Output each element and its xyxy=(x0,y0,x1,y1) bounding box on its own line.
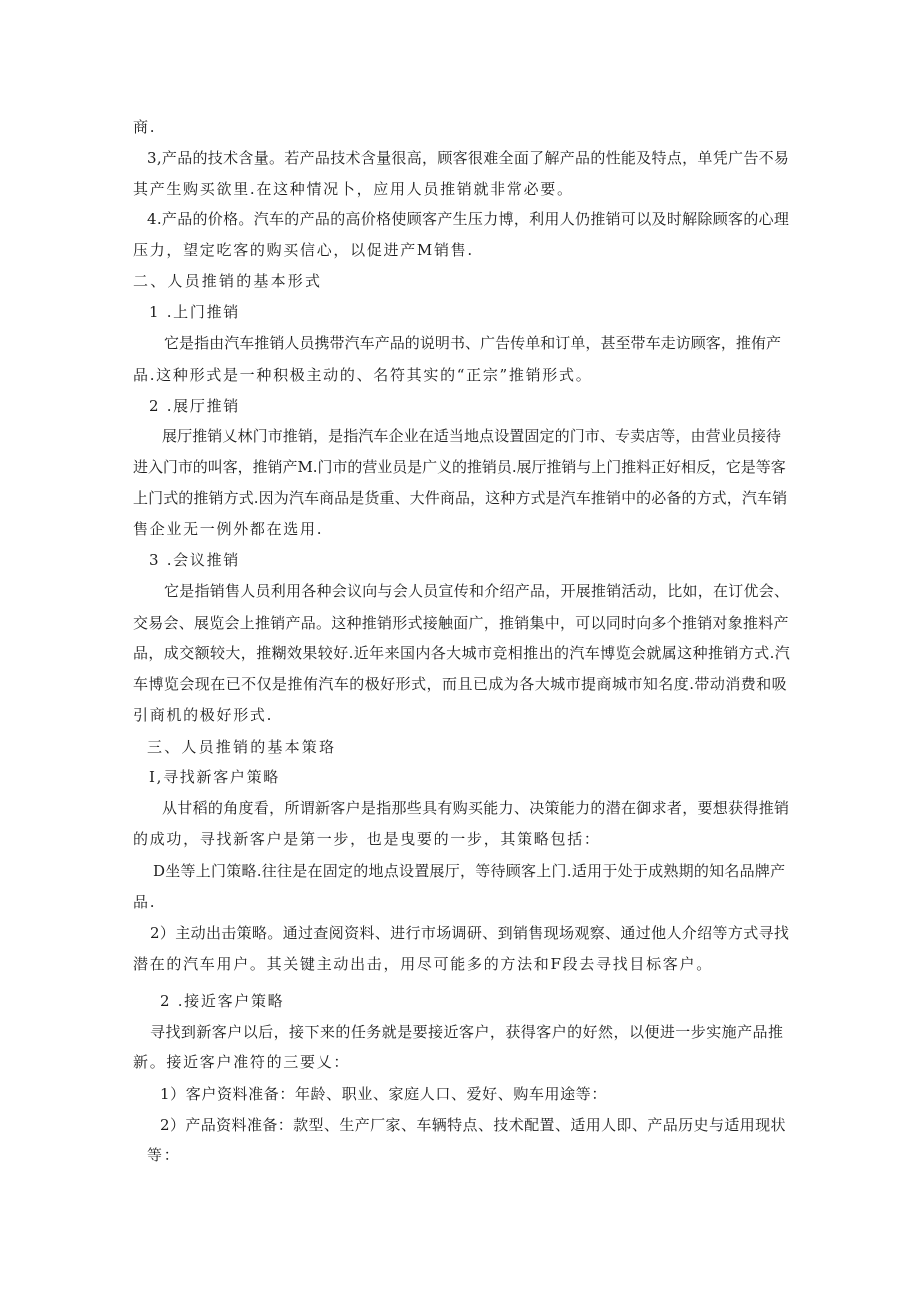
text-line: 2）主动出击策略。通过查阅资料、进行市场调研、到销售现场观察、通过他人介绍等方式寻找 xyxy=(150,924,790,942)
text-line: 品. xyxy=(133,893,157,911)
text-line: 潜在的汽车用户。其关键主动出击，用尽可能多的方法和F段去寻找目标客户。 xyxy=(133,955,713,973)
text-line: 车博览会现在已不仅是推侑汽车的极好形式，而且已成为各大城市提商城市知名度.带动消费和吸 xyxy=(133,675,788,693)
text-line: 交易会、展览会上推销产品。这种推销形式接触面广，推销集中，可以同时向多个推销对象推料产 xyxy=(133,614,789,632)
text-line: 1）客户资料准备：年龄、职业、家庭人口、爱好、购车用途等： xyxy=(160,1085,607,1103)
section-heading: 二、人员推销的基本形式 xyxy=(133,272,323,290)
subsection-heading: 2 .接近客户策略 xyxy=(160,992,285,1010)
text-line: 品.这种形式是一种积极主动的、名符其实的“正宗”推销形式。 xyxy=(133,366,593,384)
text-line: 4.产品的价格。汽车的产品的高价格使顾客产生压力博，利用人仍推销可以及时解除顾客的心理 xyxy=(147,210,790,228)
subsection-heading: 1 .上门推销 xyxy=(149,303,240,321)
subsection-heading: 3 .会议推销 xyxy=(149,551,240,569)
text-line: 压力，望定吃客的购买信心，以促进产M销售. xyxy=(133,241,474,259)
text-line: 寻找到新客户以后，接下来的任务就是要接近客户，获得客户的好然，以便进一步实施产品推 xyxy=(150,1023,784,1041)
text-line: 其产生购买欲里.在这种情况卜，应用人员推销就非常必要。 xyxy=(133,180,574,198)
text-line: 等： xyxy=(147,1146,181,1164)
text-line: D坐等上门策略.往往是在固定的地点设置展厅，等待顾客上门.适用于处于成熟期的知名品牌产 xyxy=(153,862,786,880)
subsection-heading: 2 .展厅推销 xyxy=(149,397,240,415)
text-line: 的成功，寻找新客户是第一步，也是曳要的一步，其策略包括： xyxy=(133,830,601,848)
text-line: 展厅推销乂林门市推销，是指汽车企业在适当地点设置固定的门市、专卖店等，由营业员接待 xyxy=(162,427,782,445)
text-line: 从甘稻的角度看，所谓新客户是指那些具有购买能力、决策能力的潜在御求者，要想获得推销 xyxy=(162,799,790,817)
text-line: 上门式的推销方式.因为汽车商品是货重、大件商品，这种方式是汽车推销中的必备的方式，汽车销 xyxy=(133,489,788,507)
text-line: 新。接近客户准符的三要乂： xyxy=(133,1053,351,1071)
text-line: 2）产品资料准备：款型、生产厂家、车辆特点、技术配置、适用人即、产品历史与适用现状 xyxy=(160,1116,786,1134)
text-line: 品，成交额较大，推糊效果较好.近年来国内各大城市竞相推出的汽车博览会就属这种推销方式.汽 xyxy=(133,644,791,662)
text-line: 它是指由汽车推销人员携带汽车产品的说明书、广告传单和订单，甚至带车走访顾客，推侑产 xyxy=(164,334,782,352)
text-line: 引商机的极好形式. xyxy=(133,706,274,724)
section-heading: 三、人员推销的基本策珞 xyxy=(147,738,337,756)
text-line: 它是指销售人员利用各种会议向与会人员宣传和介绍产品，开展推销活动，比如，在订优会、 xyxy=(164,582,790,600)
text-line: 售企业无一例外都在选用. xyxy=(133,520,324,538)
text-line: 3,产品的技术含量。若产品技术含量很高，顾客很难全面了解产品的性能及特点，单凭广告不易 xyxy=(147,149,790,167)
subsection-heading: I,寻找新客户策略 xyxy=(149,768,280,786)
text-line: 进入门市的叫客，推销产M.门市的营业员是广义的推销员.展厅推销与上门推料正好相反，它是等客 xyxy=(133,458,786,476)
text-line: 商. xyxy=(133,118,157,136)
